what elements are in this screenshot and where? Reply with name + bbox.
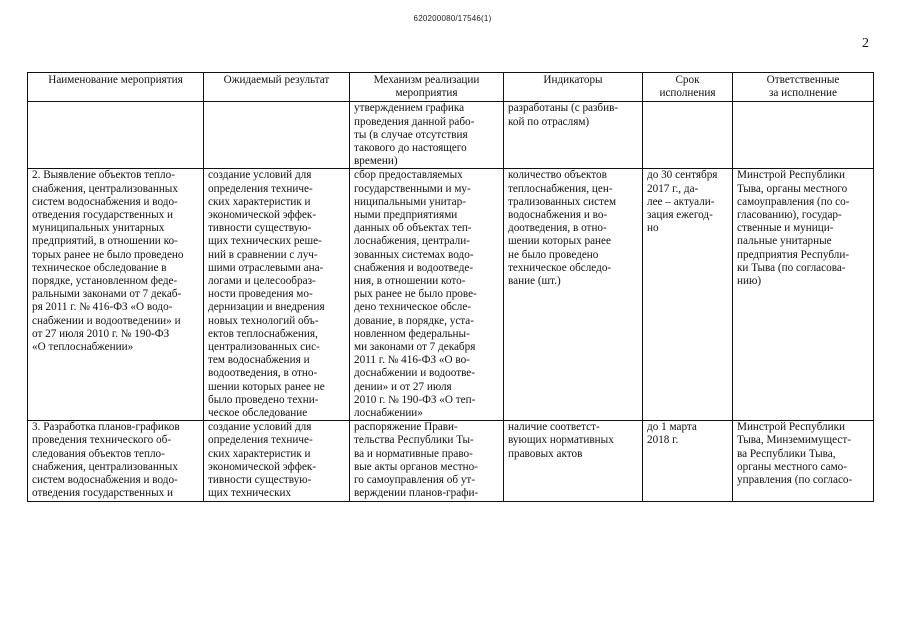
cell-text-line: рых ранее не было прове- [354,288,477,301]
cell-text-line: тивности существую- [208,222,312,235]
table-row [28,102,874,169]
cell-text-line: Тыва, органы местного [737,182,848,195]
cell-text-line: новленном федеральны- [354,327,470,340]
cell-text-line: го самоуправления об ут- [354,474,476,487]
cell-text-line: до 30 сентября [647,169,718,182]
cell-text-line: вующих нормативных [508,434,614,447]
cell-text-line: торых ранее не было проведено [32,248,184,261]
header-text-line: Индикаторы [543,74,603,86]
document-id: 620200080/17546(1) [413,14,492,23]
cell-text-line: техническое обследование в [32,261,167,274]
cell-text-line: Тыва, Минземимущест- [737,434,851,447]
cell-text-line: сбор предоставляемых [354,169,463,182]
cell-text-line: создание условий для [208,169,312,182]
cell-text-line: трализованных систем [508,195,617,208]
cell-text-line: Минстрой Республики [737,169,846,182]
header-text-line: за исполнение [768,87,838,100]
cell-text-line: снабжения, централизованных [32,182,178,195]
cell-text-line: правовых актов [508,447,583,460]
cell-text-line: от 27 июля 2010 г. № 190-ФЗ [32,327,170,340]
cell-text-line: такового до настоящего [354,142,467,155]
cell-text-line: гласованию), государ- [737,209,842,222]
header-text-line: Механизм реализации [373,74,480,86]
cell-text-line: 2010 г. № 190-ФЗ «О теп- [354,393,476,406]
cell-text-line: ва и нормативные право- [354,447,473,460]
cell-text-line: ты (в случае отсутствия [354,128,468,141]
table-cell [204,102,350,169]
cell-text-line: порядке, установленном феде- [32,275,178,288]
table-cell [204,169,350,421]
table-cell [204,421,350,501]
cell-text-line: щих технических [208,487,292,500]
cell-text-line: но [647,222,659,235]
cell-text-line: снабжения, централизованных [32,460,178,473]
cell-text-line: зация ежегод- [647,209,713,222]
table-cell [350,421,504,501]
cell-text-line: систем водоснабжения и водо- [32,474,178,487]
cell-text-line: ми законами от 7 декабря [354,341,476,354]
cell-text-line: ря 2011 г. № 416-ФЗ «О водо- [32,301,173,314]
cell-text-line: предприятий, в отношении ко- [32,235,178,248]
cell-text-line: предприятия Республи- [737,248,850,261]
cell-text-line: муниципальных унитарных [32,222,165,235]
cell-text-line: 2. Выявление объектов тепло- [32,169,175,182]
cell-text-line: дование, в порядке, уста- [354,314,475,327]
cell-text-line: было проведено техни- [208,393,319,406]
table-cell [28,421,204,501]
cell-text-line: снабжения и водоотведе- [354,261,474,274]
cell-text-line: проведения технического об- [32,434,172,447]
table-cell [504,169,643,421]
cell-text-line: вые акты органов местно- [354,460,478,473]
cell-text-line: дернизации и внедрения [208,301,325,314]
cell-text-line: водоотведения, в отно- [208,367,318,380]
cell-text-line: распоряжение Прави- [354,421,458,434]
cell-text-line: централизованных сис- [208,341,320,354]
column-header [733,73,874,102]
cell-text-line: отведения государственных и [32,209,173,222]
cell-text-line: создание условий для [208,421,312,434]
table-cell [504,421,643,501]
cell-text-line: «О теплоснабжении» [32,341,134,354]
cell-text-line: государственными и му- [354,182,471,195]
cell-text-line: водоснабжения и во- [508,209,608,222]
cell-text-line: пальные унитарные [737,235,832,248]
header-text-line: исполнения [659,87,716,100]
table-row [28,421,874,501]
table-cell [504,102,643,169]
column-header [643,73,733,102]
cell-text-line: вание (шт.) [508,275,561,288]
table-cell [350,169,504,421]
cell-text-line: ческое обследование [208,407,308,420]
cell-text-line: зованных системах водо- [354,248,474,261]
cell-text-line: 3. Разработка планов-графиков [32,421,180,434]
cell-text-line: щих технических реше- [208,235,322,248]
cell-text-line: данных об объектах теп- [354,222,472,235]
cell-text-line: верждении планов-графи- [354,487,479,500]
header-text-line: Срок [675,74,700,86]
cell-text-line: нию) [737,275,762,288]
table-cell [643,102,733,169]
cell-text-line: систем водоснабжения и водо- [32,195,178,208]
cell-text-line: ральными законами от 7 декаб- [32,288,182,301]
cell-text-line: разработаны (с разбив- [508,102,619,115]
cell-text-line: шими отраслевыми ана- [208,261,324,274]
cell-text-line: не было проведено [508,248,599,261]
cell-text-line: техническое обследо- [508,261,612,274]
measures-table [27,72,874,502]
cell-text-line: утверждением графика [354,102,465,115]
cell-text-line: ских характеристик и [208,195,311,208]
cell-text-line: доотведения, в отно- [508,222,607,235]
cell-text-line: дено техническое обсле- [354,301,472,314]
cell-text-line: наличие соответст- [508,421,600,434]
cell-text-line: снабжении и водоотведении» и [32,314,181,327]
cell-text-line: экономической эффек- [208,460,317,473]
cell-text-line: лее – актуали- [647,195,715,208]
cell-text-line: ниципальными унитар- [354,195,466,208]
cell-text-line: органы местного само- [737,460,847,473]
cell-text-line: определения техниче- [208,434,313,447]
cell-text-line: времени) [354,155,398,168]
column-header [28,73,204,102]
cell-text-line: кой по отраслям) [508,115,590,128]
table-row [28,169,874,421]
page-number: 2 [862,36,869,51]
cell-text-line: самоуправления (по со- [737,195,850,208]
header-text-line: Ответственные [766,74,840,86]
cell-text-line: управления (по согласо- [737,474,853,487]
cell-text-line: количество объектов [508,169,607,182]
cell-text-line: тем водоснабжения и [208,354,310,367]
cell-text-line: теплоснабжения, цен- [508,182,613,195]
table-header-row [28,73,874,102]
cell-text-line: тельства Республики Ты- [354,434,474,447]
cell-text-line: следования объектов тепло- [32,447,165,460]
cell-text-line: логами и целесообраз- [208,275,316,288]
header-text-line: Ожидаемый результат [223,74,330,86]
table-cell [643,169,733,421]
cell-text-line: ских характеристик и [208,447,311,460]
column-header [504,73,643,102]
cell-text-line: проведения данной рабо- [354,115,475,128]
header-text-line: Наименование мероприятия [48,74,183,86]
table-cell [733,102,874,169]
cell-text-line: ственные и муници- [737,222,834,235]
cell-text-line: ния, в отношении кото- [354,275,466,288]
cell-text-line: отведения государственных и [32,487,173,500]
column-header [350,73,504,102]
cell-text-line: ний в сравнении с луч- [208,248,318,261]
cell-text-line: дении» и от 27 июля [354,380,452,393]
cell-text-line: ектов теплоснабжения, [208,327,318,340]
cell-text-line: лоснабжения, централи- [354,235,470,248]
cell-text-line: новых технологий объ- [208,314,319,327]
table-cell [28,102,204,169]
cell-text-line: ва Республики Тыва, [737,447,836,460]
cell-text-line: шении которых ранее не [208,380,325,393]
cell-text-line: Минстрой Республики [737,421,846,434]
cell-text-line: 2018 г. [647,434,679,447]
table-cell [733,169,874,421]
cell-text-line: экономической эффек- [208,209,317,222]
cell-text-line: тивности существую- [208,474,312,487]
cell-text-line: ности проведения мо- [208,288,313,301]
header-text-line: мероприятия [395,87,458,100]
cell-text-line: ными предприятиями [354,209,458,222]
cell-text-line: лоснабжении» [354,407,423,420]
cell-text-line: доснабжении и водоотве- [354,367,475,380]
table-cell [350,102,504,169]
table-cell [733,421,874,501]
cell-text-line: шении которых ранее [508,235,611,248]
cell-text-line: определения техниче- [208,182,313,195]
column-header [204,73,350,102]
table-cell [28,169,204,421]
cell-text-line: 2017 г., да- [647,182,699,195]
cell-text-line: ки Тыва (по согласова- [737,261,846,274]
table-cell [643,421,733,501]
cell-text-line: до 1 марта [647,421,697,434]
cell-text-line: 2011 г. № 416-ФЗ «О во- [354,354,470,367]
